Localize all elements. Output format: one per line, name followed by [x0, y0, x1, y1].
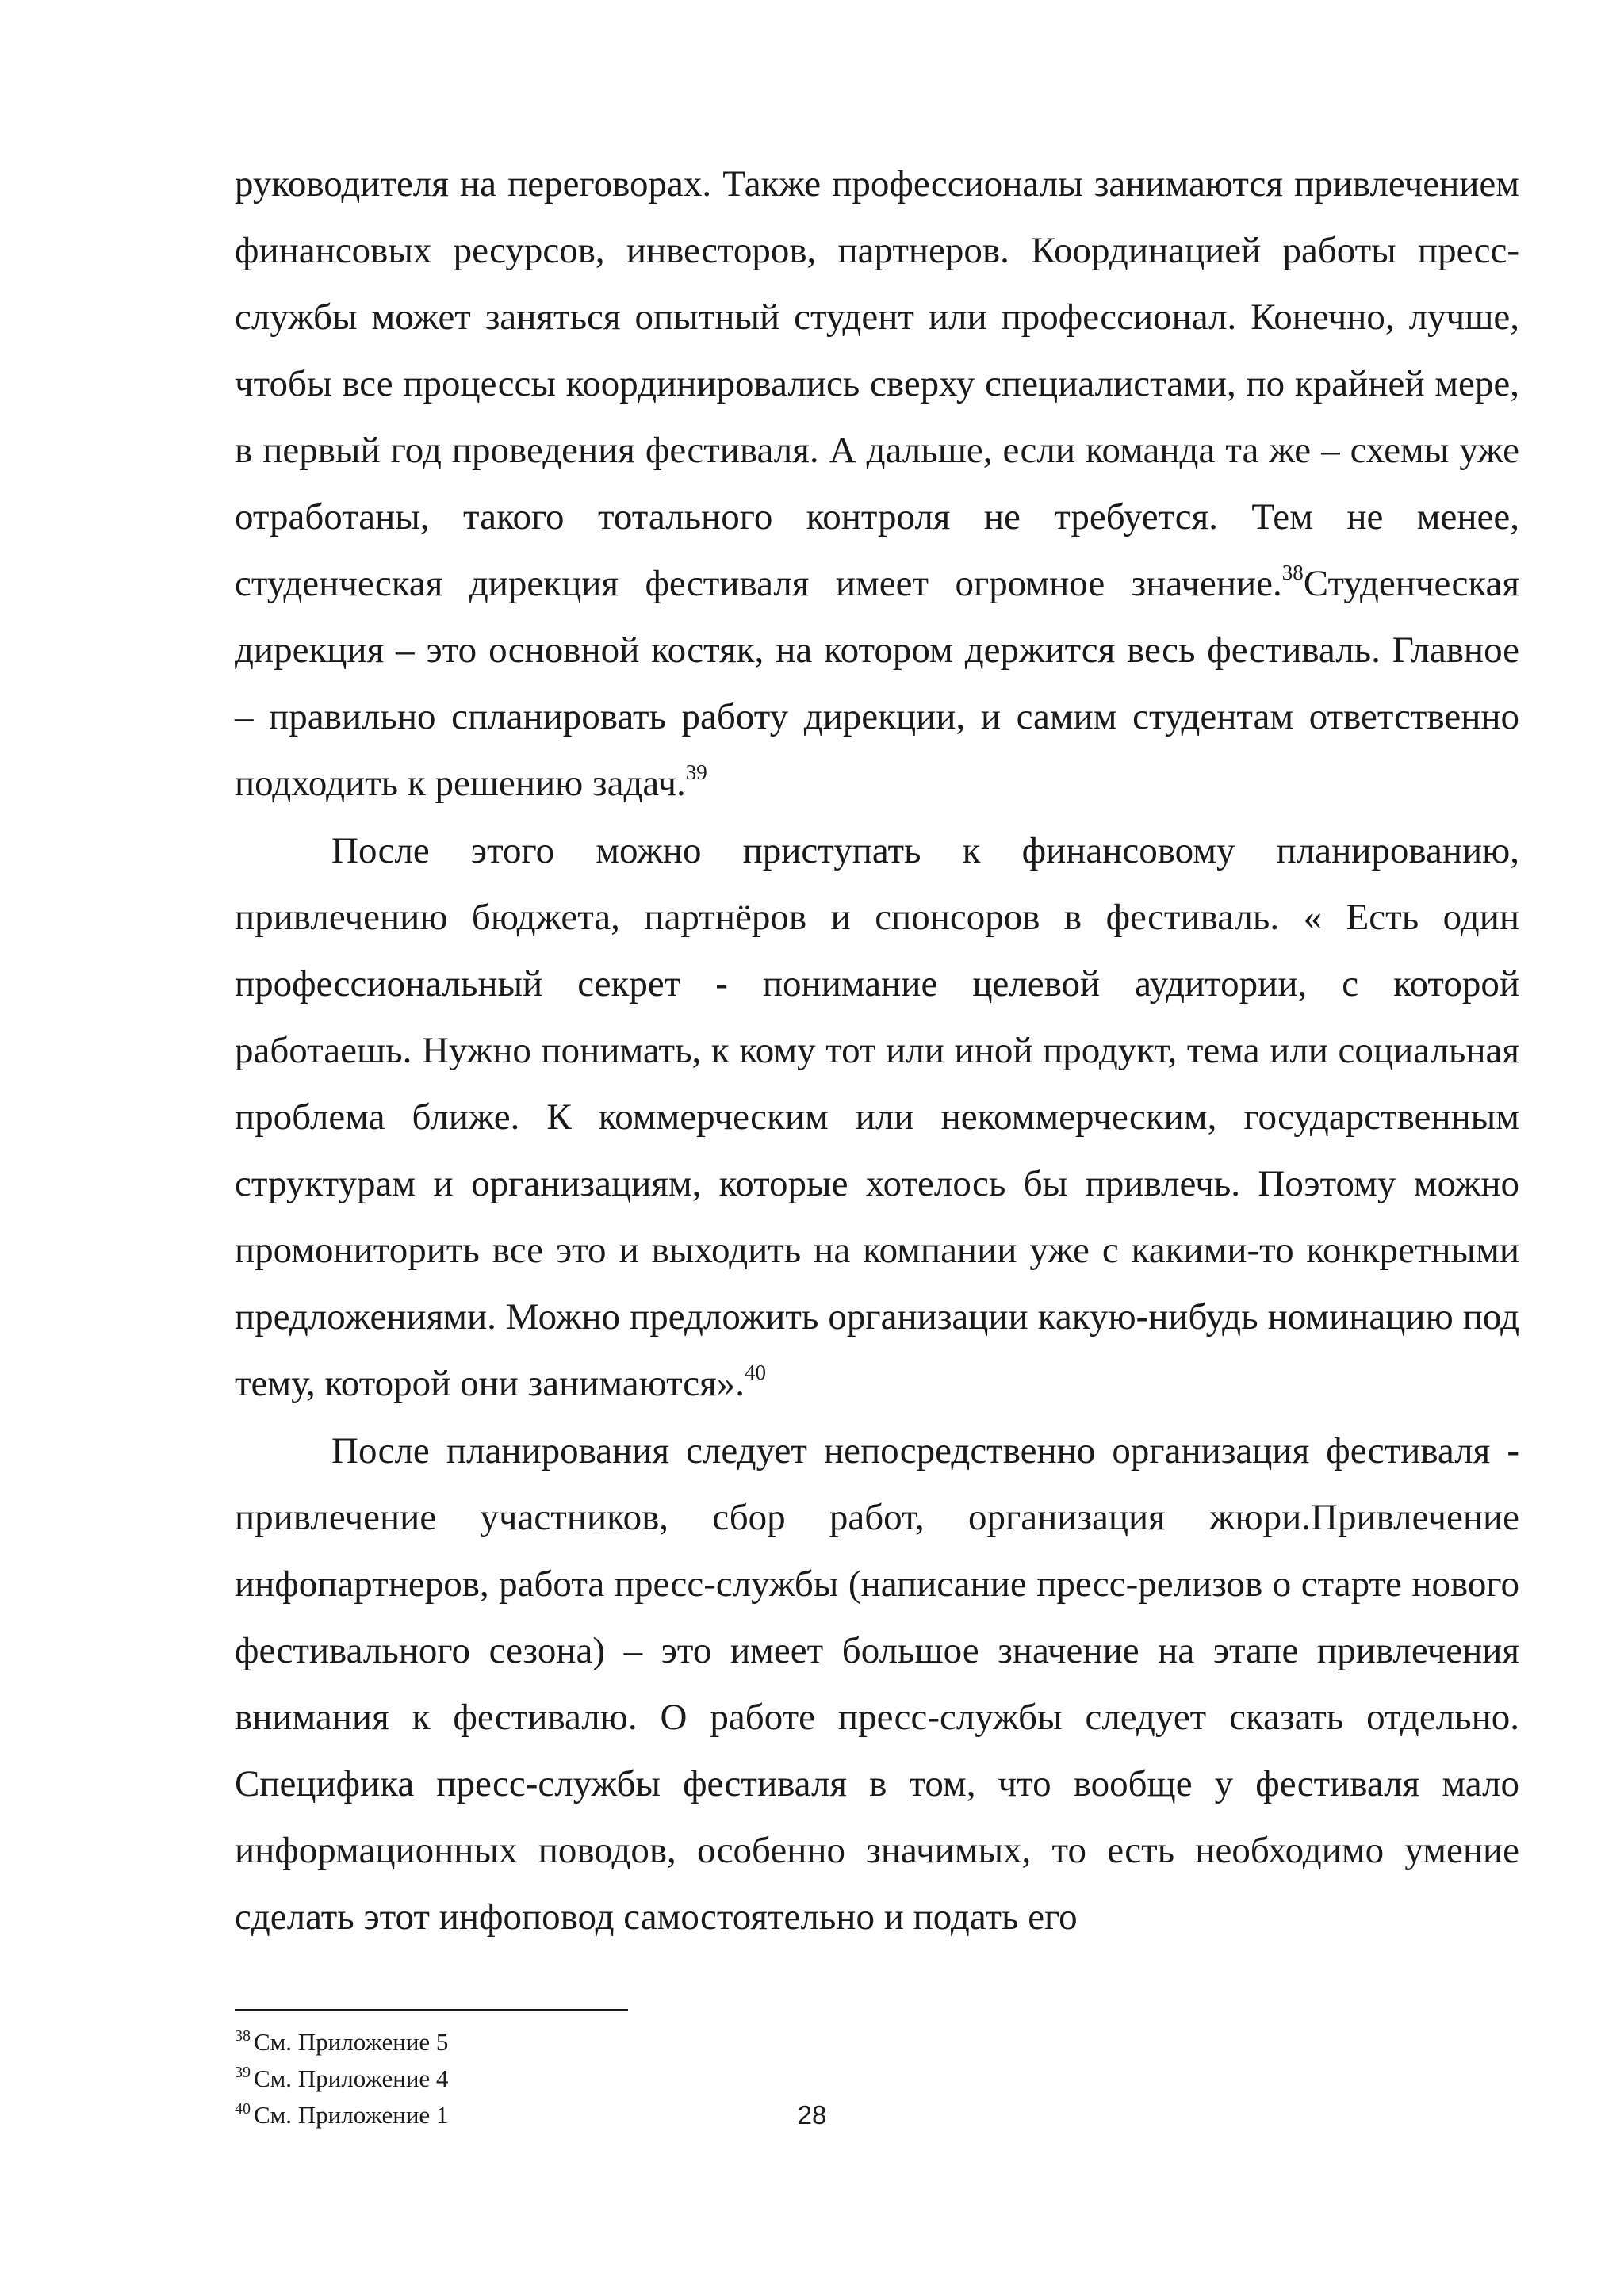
paragraph-1 [235, 151, 1519, 817]
footnote-number: 38 [235, 2027, 251, 2045]
footnote-ref-39: 39 [685, 760, 707, 784]
footnote-text: См. Приложение 5 [254, 2028, 449, 2056]
footnote-39 [235, 2061, 1519, 2097]
footnote-separator [235, 2009, 628, 2011]
paragraph-3 [235, 1418, 1519, 1950]
paragraph-text: После этого можно приступать к финансовому планированию, привлечению бюджета, партнёров и спонсоров в фестиваль. « Есть один профессиональный секрет - понимание целевой аудитории, с которой работаешь. Нужно понимать, к кому тот или иной продукт, тема или социальная проблема ближе. К коммерческим или некоммерческим, государственным структурам и организациям, которые хотелось бы привлечь. Поэтому можно промониторить все это и выходить на компании уже с какими-то конкретными предложениями. Можно предложить организации какую-нибудь номинацию под тему, которой они занимаются». [235, 830, 1519, 1404]
body-text [235, 151, 1519, 1950]
footnote-38 [235, 2024, 1519, 2061]
paragraph-2 [235, 817, 1519, 1417]
footnote-number: 39 [235, 2064, 251, 2081]
paragraph-text: После планирования следует непосредственно организация фестиваля - привлечение участников, сбор работ, организация жюри.Привлечение инфопартнеров, работа пресс-службы (написание пресс-релизов о старте нового фестивального сезона) – это имеет большое значение на этапе привлечения внимания к фестивалю. О работе пресс-службы следует сказать отдельно. Специфика пресс-службы фестиваля в том, что вообще у фестиваля мало информационных поводов, особенно значимых, то есть необходимо умение сделать этот инфоповод самостоятельно и подать его [235, 1430, 1519, 1938]
paragraph-text: руководителя на переговорах. Также профессионалы занимаются привлечением финансовых ресурсов, инвесторов, партнеров. Координацией работы пресс-службы может заняться опытный студент или профессионал. Конечно, лучше, чтобы все процессы координировались сверху специалистами, по крайней мере, в первый год проведения фестиваля. А дальше, если команда та же – схемы уже отработаны, такого тотального контроля не требуется. Тем не менее, студенческая дирекция фестиваля имеет огромное значение. [235, 163, 1519, 604]
footnote-ref-40: 40 [745, 1360, 766, 1384]
footnote-text: См. Приложение 1 [254, 2101, 449, 2129]
footnote-number: 40 [235, 2100, 251, 2118]
paragraph-text: Студенческая дирекция – это основной костяк, на котором держится весь фестиваль. Главное – правильно спланировать работу дирекции, и самим студентам ответственно подходить к решению задач. [235, 563, 1519, 804]
footnote-text: См. Приложение 4 [254, 2064, 449, 2092]
page-number: 28 [797, 2100, 827, 2130]
footnote-ref-38: 38 [1281, 561, 1304, 584]
